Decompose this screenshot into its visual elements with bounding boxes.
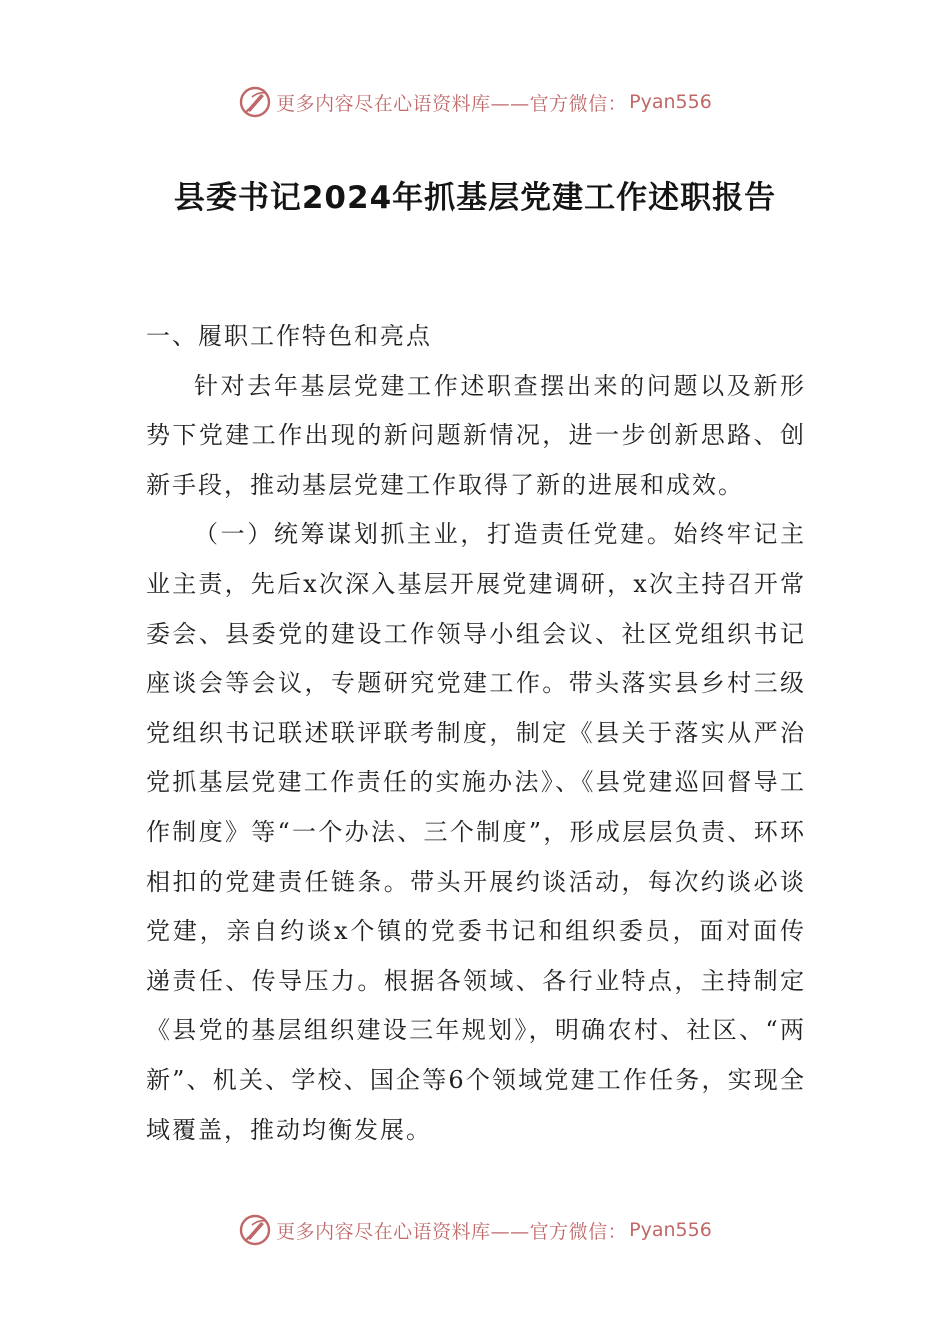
section-heading: 一、履职工作特色和亮点 — [146, 322, 432, 350]
banner-wechat-id: Pyan556 — [629, 91, 712, 113]
paragraph-intro: 针对去年基层党建工作述职查摆出来的问题以及新形势下党建工作出现的新问题新情况，进一步创新思路、创新手段，推动基层党建工作取得了新的进展和成效。 — [146, 371, 806, 499]
header-watermark-banner — [0, 82, 950, 122]
banner-wechat-id: Pyan556 — [629, 1219, 712, 1241]
banner-text: 更多内容尽在心语资料库——官方微信： — [276, 92, 628, 115]
banner-text: 更多内容尽在心语资料库——官方微信： — [276, 1220, 628, 1243]
document-body — [146, 312, 806, 1155]
quill-logo-icon — [238, 1213, 272, 1247]
document-title: 县委书记2024年抓基层党建工作述职报告 — [173, 180, 777, 216]
paragraph-responsibility: （一）统筹谋划抓主业，打造责任党建。始终牢记主业主责，先后x次深入基层开展党建调研，x次主持召开常委会、县委党的建设工作领导小组会议、社区党组织书记座谈会等会议，专题研究党建工作。带头落实县乡村三级党组织书记联述联评联考制度，制定《县关于落实从严治党抓基层党建工作责任的实施办法》、《县党建巡回督导工作制度》等“一个办法、三个制度”，形成层层负责、环环相扣的党建责任链条。带头开展约谈活动，每次约谈必谈党建，亲自约谈x个镇的党委书记和组织委员，面对面传递责任、传导压力。根据各领域、各行业特点，主持制定《县党的基层组织建设三年规划》，明确农村、社区、“两新”、机关、学校、国企等6个领域党建工作任务，实现全域覆盖，推动均衡发展。 — [146, 520, 806, 1144]
quill-logo-icon — [238, 85, 272, 119]
footer-watermark-banner — [0, 1210, 950, 1250]
